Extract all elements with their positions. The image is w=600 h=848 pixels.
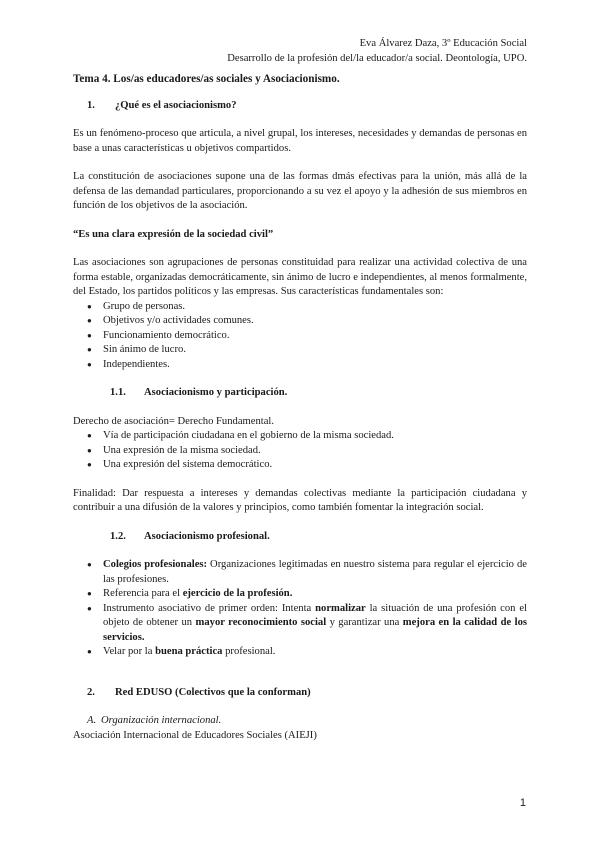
list-item: ● Objetivos y/o actividades comunes. [73, 314, 527, 329]
section-number: 1.1. [110, 387, 126, 398]
list-item: ● Funcionamiento democrático. [73, 329, 527, 344]
header-author: Eva Álvarez Daza, 3º Educación Social [359, 38, 527, 49]
section-1-1-heading [73, 386, 527, 401]
section-number: 1. [87, 99, 95, 111]
section-2-heading [73, 686, 527, 701]
subsection-a [73, 714, 527, 729]
list-item [73, 645, 527, 660]
paragraph: Las asociaciones son agrupaciones de personas constituidad para realizar una actividad colectiva de una forma estable, organizadas democráticamente, sin ánimo de lucro e independientes, al menos formalmente, del Estado, los partidos políticos y las empresas. Sus características fundamentales son: [73, 257, 527, 297]
subsection-letter: A. [87, 715, 97, 726]
text: profesional. [222, 646, 276, 657]
subsection-title: Organización internacional. [101, 715, 222, 726]
section-title: Red EDUSO (Colectivos que la conforman) [115, 686, 311, 698]
section-1-2-heading [73, 530, 527, 545]
participation-list [73, 429, 527, 473]
quote: “Es una clara expresión de la sociedad civil” [73, 228, 274, 240]
paragraph: Derecho de asociación= Derecho Fundamental. [73, 415, 274, 427]
paragraph: Es un fenómeno-proceso que articula, a nivel grupal, los intereses, necesidades y demandas de personas en base a unas características u objetivos compartidos. [73, 128, 527, 154]
text: y garantizar una [326, 617, 403, 628]
professional-list [73, 558, 527, 660]
text: la situación de una profesión con el objeto de obtener un [103, 602, 528, 628]
paragraph: Finalidad: Dar respuesta a intereses y demandas colectivas mediante la participación ciudadana y contribuir a una difusión de la valores y principios, como también fomentar la integración social. [73, 487, 527, 513]
header-course: Desarrollo de la profesión del/la educador/a social. Deontología, UPO. [227, 52, 527, 64]
text: Velar por la [103, 646, 156, 657]
text: Referencia para el [103, 588, 183, 599]
list-item: ● Una expresión del sistema democrático. [73, 458, 527, 473]
list-item: ● Vía de participación ciudadana en el gobierno de la misma sociedad. [73, 429, 527, 444]
list-item [73, 558, 527, 587]
bold-text: mejora en la calidad de los servicios. [103, 617, 527, 643]
list-item: ● Grupo de personas. [73, 300, 527, 315]
bold-text: normalizar [315, 602, 366, 614]
list-item [73, 602, 527, 646]
page-number: 1 [519, 797, 526, 809]
section-title: ¿Qué es el asociacionismo? [115, 99, 237, 111]
section-title: Asociacionismo y participación. [144, 387, 288, 398]
organization-name: Asociación Internacional de Educadores Sociales (AIEJI) [73, 729, 317, 741]
bold-text: Colegios profesionales: [103, 559, 208, 570]
features-list [73, 300, 527, 373]
list-item: ● Una expresión de la misma sociedad. [73, 444, 527, 459]
bold-text: buena práctica [155, 646, 223, 657]
bold-text: ejercicio de la profesión. [182, 588, 293, 599]
list-item: ● Sin ánimo de lucro. [73, 343, 527, 358]
text: Organizaciones legitimadas en nuestro sistema para regular el ejercicio de las profesiones. [103, 559, 527, 585]
text: Instrumento asociativo de primer orden: Intenta [103, 602, 316, 614]
section-number: 1.2. [110, 530, 126, 542]
bold-text: mayor reconocimiento social [195, 617, 327, 628]
document-body [73, 72, 527, 743]
section-1-heading [73, 99, 527, 114]
section-number: 2. [87, 686, 95, 698]
document-title: Tema 4. Los/as educadores/as sociales y Asociacionismo. [73, 73, 340, 85]
list-item: ● Independientes. [73, 358, 527, 373]
list-item [73, 587, 527, 602]
paragraph: La constitución de asociaciones supone una de las formas dmás efectivas para la unión, más allá de la defensa de las demandad particulares, proporcionando a su vez el apoyo y la adhesión de sus miembros en función de los objetivos de la asociación. [73, 171, 527, 211]
page-header [227, 37, 527, 66]
section-title: Asociacionismo profesional. [144, 530, 270, 542]
